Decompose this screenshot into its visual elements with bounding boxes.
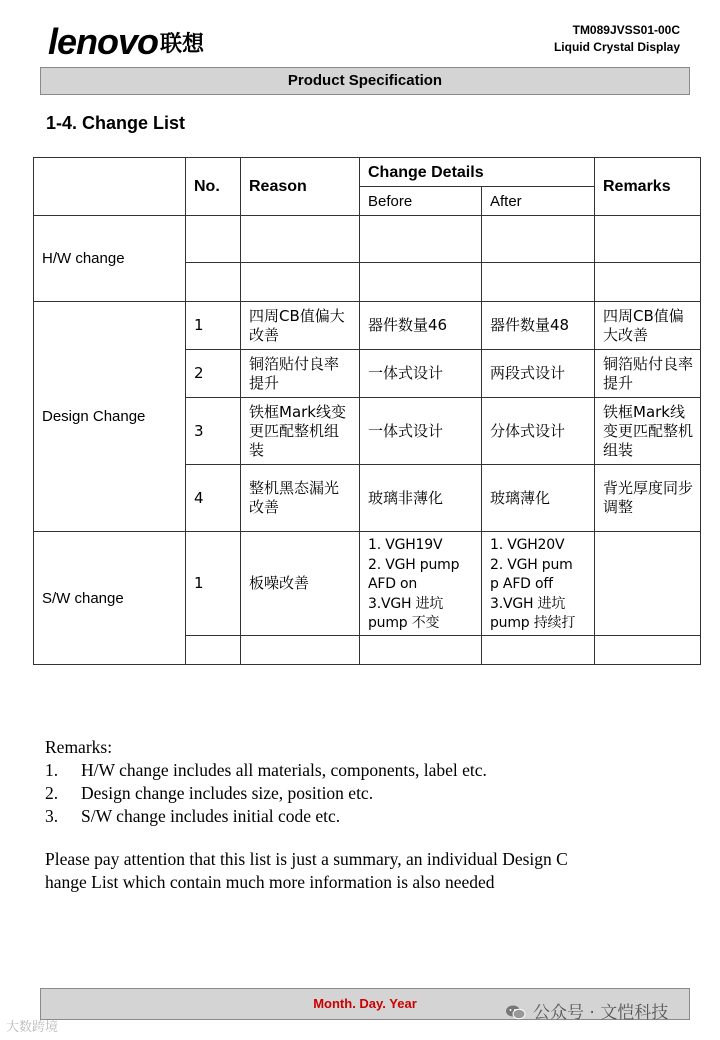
row-before: 玻璃非薄化	[360, 465, 482, 532]
logo-text: lenovo	[48, 21, 159, 62]
header-before: Before	[360, 187, 482, 216]
row-after: 1. VGH20V 2. VGH pum p AFD off 3.VGH 进坑 pump 持续打	[482, 532, 595, 636]
wechat-watermark: 公众号 · 文恺科技	[505, 998, 668, 1023]
header-reason: Reason	[241, 158, 360, 216]
footer-bar: Month. Day. Year	[40, 988, 690, 1020]
row-no: 1	[186, 532, 241, 636]
row-before: 1. VGH19V 2. VGH pump AFD on 3.VGH 进坑 pump 不变	[360, 532, 482, 636]
section-title: 1-4. Change List	[46, 113, 186, 133]
list-item: 3. S/W change includes initial code etc.	[45, 806, 341, 826]
table-row	[34, 216, 701, 263]
document-id	[554, 22, 680, 56]
change-list-table	[33, 157, 701, 665]
wechat-icon	[505, 1004, 527, 1020]
doc-subtitle: Liquid Crystal Display	[553, 40, 680, 54]
row-after: 分体式设计	[482, 398, 595, 465]
header-no: No.	[186, 158, 241, 216]
row-reason: 整机黑态漏光改善	[241, 465, 360, 532]
table-header-row	[34, 158, 701, 187]
table-row	[34, 302, 701, 350]
row-after: 器件数量48	[482, 302, 595, 350]
row-remarks: 铜箔贴付良率提升	[595, 350, 701, 398]
row-reason: 四周CB值偏大改善	[241, 302, 360, 350]
row-remarks: 铁框Mark线变更匹配整机组装	[595, 398, 701, 465]
header-empty-cell	[34, 158, 186, 216]
row-after: 两段式设计	[482, 350, 595, 398]
row-remarks: 四周CB值偏大改善	[595, 302, 701, 350]
header-after: After	[482, 187, 595, 216]
corner-watermark: 大数跨境	[6, 1020, 59, 1035]
table-row	[34, 532, 701, 636]
row-no: 1	[186, 302, 241, 350]
row-reason: 铜箔贴付良率提升	[241, 350, 360, 398]
row-before: 一体式设计	[360, 398, 482, 465]
row-no: 4	[186, 465, 241, 532]
list-item: 2. Design change includes size, position etc.	[45, 783, 374, 803]
remarks-block	[45, 736, 487, 828]
row-before: 器件数量46	[360, 302, 482, 350]
row-before: 一体式设计	[360, 350, 482, 398]
row-no: 2	[186, 350, 241, 398]
row-remarks	[595, 532, 701, 636]
design-change-label: Design Change	[34, 302, 186, 532]
row-after: 玻璃薄化	[482, 465, 595, 532]
list-item: 1. H/W change includes all materials, components, label etc.	[45, 760, 487, 780]
row-reason: 铁框Mark线变更匹配整机组装	[241, 398, 360, 465]
summary-notice: Please pay attention that this list is just a summary, an individual Design C hange List which contain much more information is also needed	[45, 849, 568, 892]
header-remarks: Remarks	[595, 158, 701, 216]
row-remarks: 背光厚度同步调整	[595, 465, 701, 532]
row-reason: 板噪改善	[241, 532, 360, 636]
logo-cn-text: 联想	[160, 31, 205, 56]
lenovo-logo	[48, 22, 204, 64]
header-bar: Product Specification	[40, 67, 690, 95]
row-no: 3	[186, 398, 241, 465]
header-change-details: Change Details	[360, 158, 595, 187]
remarks-heading: Remarks:	[45, 737, 113, 757]
doc-number: TM089JVSS01-00C	[572, 23, 680, 37]
sw-change-label: S/W change	[34, 532, 186, 665]
hw-change-label: H/W change	[34, 216, 186, 302]
